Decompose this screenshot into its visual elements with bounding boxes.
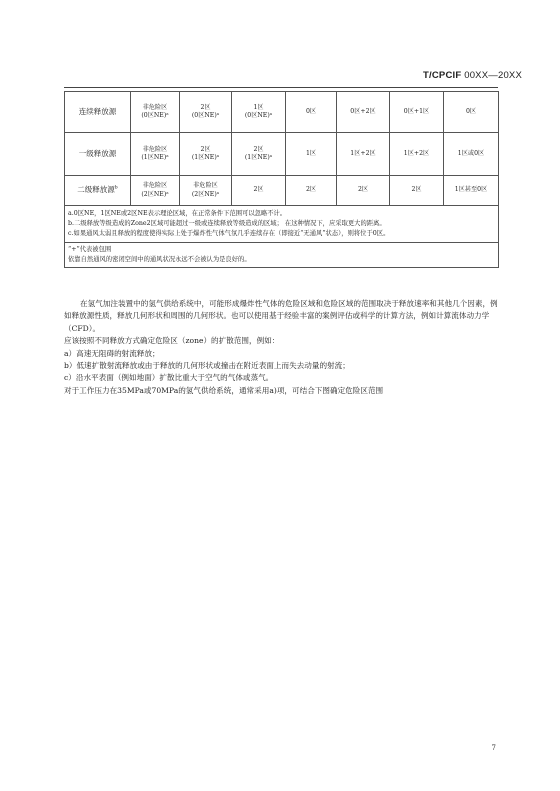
table-cell-line: 0区+1区 [403, 107, 430, 115]
table-notes [65, 206, 499, 243]
table-cell [390, 133, 444, 176]
table-cell [337, 176, 390, 206]
table-cell [286, 133, 337, 176]
table-cell [390, 176, 444, 206]
table-cell-line: 2区 [200, 145, 211, 153]
table-note: b.二级释放等级造成的Zone2区域可能超过一级或连续释放等级造成的区域； 在这种情况下，应采取更大的距离。 [68, 220, 386, 228]
header-prefix: T/CPCIF [423, 70, 462, 81]
table-cell-line: (0区NE)ᵃ [191, 112, 220, 119]
table-row [65, 92, 499, 133]
table-cell-line: (1区NE)ᵃ [141, 154, 169, 161]
table-footnotes-row [65, 243, 499, 268]
table-cell-line: 非危险区 [142, 182, 168, 190]
table-cell [232, 176, 286, 206]
table-cell-line: 1区甚至0区 [454, 186, 488, 194]
document-header [423, 70, 522, 81]
table-row [65, 176, 499, 206]
table-cell-line: 2区 [253, 186, 264, 194]
body-text [64, 298, 500, 397]
table-cell [337, 133, 390, 176]
table-cell [232, 92, 286, 133]
table-notes-row [65, 206, 499, 243]
row-label-text: 二级释放源 [77, 185, 115, 195]
row-label [65, 176, 131, 206]
list-item-a: a）高速无阻碍的射流释放； [64, 348, 160, 358]
table-cell-line: 0区 [305, 107, 317, 115]
table-cell-line: 1区 [253, 103, 264, 111]
list-item-b: b）低速扩散射流释放或由于释放的几何形状或撞击在附近表面上而失去动量的射流； [64, 361, 350, 371]
body-paragraph: 应该按照不同释放方式确定危险区（zone）的扩散范围，例如： [64, 336, 280, 346]
table-cell [444, 176, 499, 206]
table-cell-line: 非危险区 [142, 145, 168, 153]
table-cell [444, 133, 499, 176]
table-cell-line: 1区+2区 [350, 149, 376, 157]
table-cell-line: (0区NE)ᵃ [244, 112, 273, 119]
list-item-c: c）沿水平表面（例如地面）扩散比重大于空气的气体或蒸气。 [64, 373, 274, 383]
table-cell [180, 176, 232, 206]
header-rule [64, 87, 498, 88]
table-cell-line: 非危险区 [193, 182, 218, 190]
table-footnote: “+”代表被包围 [68, 246, 112, 254]
table-note: c.如果通风太弱且释放的程度使得实际上处于爆炸性气体气氛几乎连续存在（即接近“无通风”状态），则将位于0区。 [68, 230, 390, 238]
zone-classification-table [64, 91, 499, 268]
table-cell [131, 133, 180, 176]
table-cell [286, 92, 337, 133]
table-note: a.0区NE，1区NE或2区NE表示理论区域，在正常条件下范围可以忽略不计。 [68, 210, 287, 217]
table-cell [180, 92, 232, 133]
table-cell-line: (0区NE)ᵃ [141, 112, 169, 119]
table-cell [390, 92, 444, 133]
table-cell-line: 0区+2区 [350, 107, 376, 115]
table-cell-line: (2区NE)ᵃ [191, 190, 220, 198]
table-cell-line: 2区 [357, 186, 369, 194]
table-cell [444, 92, 499, 133]
table-cell-line: 2区 [305, 186, 317, 194]
table-cell-line: 0区 [465, 107, 477, 115]
row-label-sup: b [114, 185, 118, 191]
table-cell-line: 1区或0区 [457, 149, 485, 157]
table-cell-line: (1区NE)ᵃ [244, 154, 273, 161]
body-paragraph: 对于工作压力在35MPa或70MPa的氢气供给系统，通常采用a)项，可结合下图确定危险区范围 [64, 385, 384, 395]
table-cell-line: 1区 [305, 149, 317, 157]
table-cell [131, 176, 180, 206]
table-cell-line: (1区NE)ᵃ [191, 154, 220, 161]
body-paragraph: 在氢气加注装置中的氢气供给系统中，可能形成爆炸性气体的危险区域和危险区域的范围取决于释放速率和其他几个因素，例如释放源性质，释放几何形状和周围的几何形状。也可以使用基于经验丰富的案例评估或科学的计算方法，例如计算流体动力学（CFD）。 [64, 299, 498, 333]
table-cell [286, 176, 337, 206]
header-number: 00XX—20XX [464, 70, 522, 81]
table-cell [180, 133, 232, 176]
row-label: 一级释放源 [65, 133, 131, 176]
table-cell [337, 92, 390, 133]
row-label: 连续释放源 [65, 92, 131, 133]
table-cell-line: (2区NE)ᵃ [141, 190, 169, 198]
table-cell-line: 2区 [200, 103, 211, 111]
table-cell [131, 92, 180, 133]
table-cell-line: 2区 [411, 186, 422, 194]
page-number: 7 [491, 744, 496, 752]
table-footnote: 依靠自然通风的密闭空间中的通风状况永远不会被认为是良好的。 [68, 255, 251, 263]
table-footnotes [65, 243, 499, 268]
table-row [65, 133, 499, 176]
table-cell [232, 133, 286, 176]
table-cell-line: 1区+2区 [403, 149, 430, 157]
table-cell-line: 2区 [253, 145, 264, 153]
table-cell-line: 非危险区 [142, 103, 168, 111]
